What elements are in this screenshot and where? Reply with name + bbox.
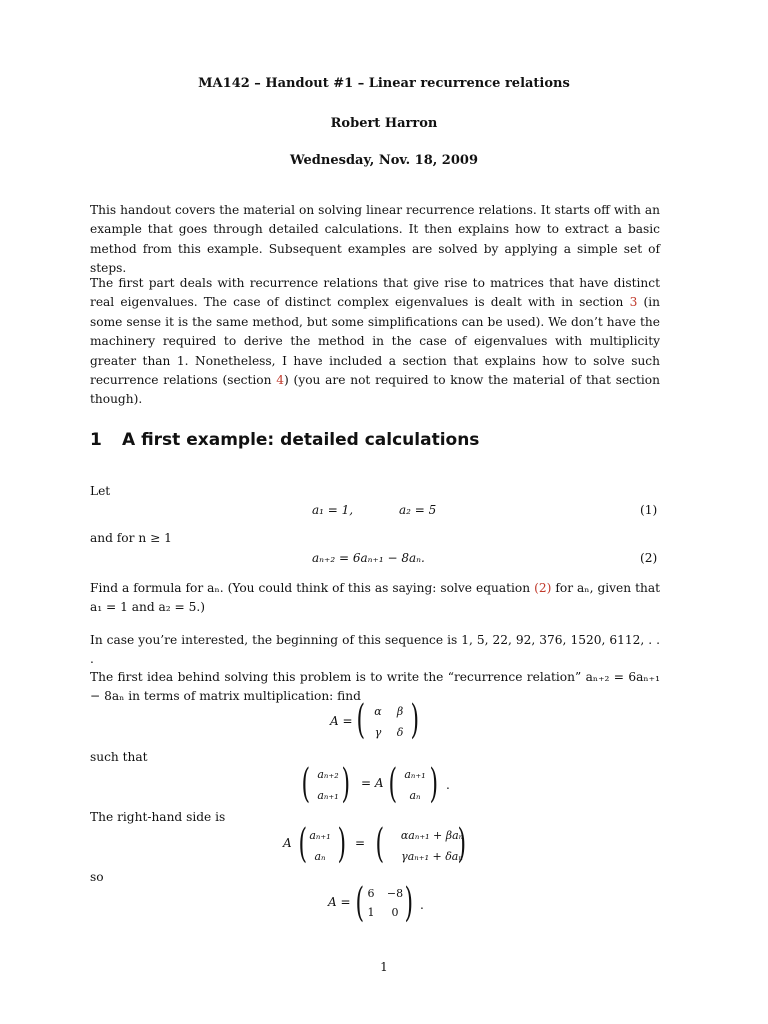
intro-paragraph-2: [90, 274, 660, 410]
section-heading: [90, 430, 479, 450]
so-text: so: [90, 870, 104, 884]
equation-2-number: (2): [640, 551, 658, 565]
let-text: Let: [90, 484, 111, 498]
sequence-paragraph: In case you’re interested, the beginning of this sequence is 1, 5, 22, 92, 376, 1520, 6112, . . .: [90, 633, 660, 667]
right-paren: ): [429, 761, 439, 807]
find-text-b: for aₙ, given that a₁ = 1 and a₂ = 5.): [90, 581, 661, 615]
equation-1-right: a₂ = 5: [399, 503, 437, 517]
vector-right-bottom: aₙ: [409, 789, 421, 802]
period: .: [420, 898, 424, 912]
matrix-a-beta: β: [396, 705, 404, 718]
find-formula-paragraph: [90, 579, 660, 618]
right-paren: ): [457, 821, 467, 867]
section-title: A first example: detailed calculations: [122, 430, 480, 450]
such-that-text: such that: [90, 750, 148, 764]
section-3-link[interactable]: 3: [629, 295, 638, 310]
matrix-a-alpha: α: [374, 705, 382, 718]
rhs-equals: =: [355, 836, 366, 850]
equation-1-left: a₁ = 1,: [312, 503, 354, 517]
document-date: Wednesday, Nov. 18, 2009: [290, 153, 478, 168]
find-text-a: Find a formula for aₙ. (You could think of this as saying: solve equation: [90, 581, 535, 595]
equation-2-link[interactable]: (2): [534, 581, 552, 595]
document-title: MA142 – Handout #1 – Linear recurrence relations: [198, 76, 570, 91]
right-paren: ): [341, 761, 351, 807]
rhs-result-top: αaₙ₊₁ + βaₙ: [400, 829, 464, 842]
right-paren: ): [410, 697, 420, 743]
left-paren: (: [298, 821, 308, 867]
final-matrix-11: 6: [367, 887, 375, 900]
matrix-a-label: A =: [330, 714, 353, 728]
rhs-text: The right-hand side is: [90, 810, 226, 824]
final-matrix-21: 1: [367, 906, 375, 919]
final-matrix-12: −8: [386, 887, 404, 900]
section-number: 1: [90, 430, 102, 450]
intro-p2-text-c: ) (you are not required to know the material of that section though).: [90, 373, 660, 407]
left-paren: (: [355, 880, 365, 926]
final-matrix-label: A =: [328, 895, 351, 909]
left-paren: (: [301, 761, 311, 807]
idea-paragraph: The first idea behind solving this problem is to write the “recurrence relation” aₙ₊₂ = 6aₙ₊₁ − 8aₙ in terms of matrix multiplication: find: [90, 670, 660, 704]
rhs-vector-top: aₙ₊₁: [309, 829, 331, 842]
rhs-result-bottom: γaₙ₊₁ + δaₙ: [401, 850, 463, 863]
final-matrix-22: 0: [391, 906, 399, 919]
intro-p2-text-a: The first part deals with recurrence relations that give rise to matrices that have distinct real eigenvalues. The case of distinct complex eigenvalues is dealt with in section: [90, 276, 660, 310]
intro-p2-text-b: (in some sense it is the same method, but some simplifications can be used). We don’t have the machinery required to derive the method in the case of eigenvalues with multiplicity greater than 1. Nonetheless, I have included a section that explains how to solve such recurrence relations (section: [90, 295, 660, 388]
vector-left-top: aₙ₊₂: [317, 768, 339, 781]
vector-right-top: aₙ₊₁: [404, 768, 426, 781]
rhs-a-label: A: [283, 836, 292, 850]
equation-1-number: (1): [640, 503, 658, 517]
section-4-link[interactable]: 4: [276, 373, 285, 388]
right-paren: ): [404, 880, 414, 926]
author-name: Robert Harron: [330, 116, 438, 131]
vector-left-bottom: aₙ₊₁: [317, 789, 339, 802]
intro-paragraph-1: This handout covers the material on solving linear recurrence relations. It starts off with an example that goes through detailed calculations. It then explains how to extract a basic method from this example. Subsequent examples are solved by applying a simple set of steps.: [90, 203, 660, 276]
matrix-a-gamma: γ: [374, 726, 382, 739]
left-paren: (: [356, 697, 366, 743]
page-number: 1: [380, 960, 388, 974]
and-for-text: and for n ≥ 1: [90, 531, 172, 545]
period: .: [446, 778, 450, 792]
left-paren: (: [388, 761, 398, 807]
rhs-vector-bottom: aₙ: [314, 850, 326, 863]
left-paren: (: [375, 821, 385, 867]
equation-2: aₙ₊₂ = 6aₙ₊₁ − 8aₙ.: [312, 551, 425, 565]
right-paren: ): [337, 821, 347, 867]
equals-a: = A: [361, 776, 384, 790]
matrix-a-delta: δ: [396, 726, 404, 739]
